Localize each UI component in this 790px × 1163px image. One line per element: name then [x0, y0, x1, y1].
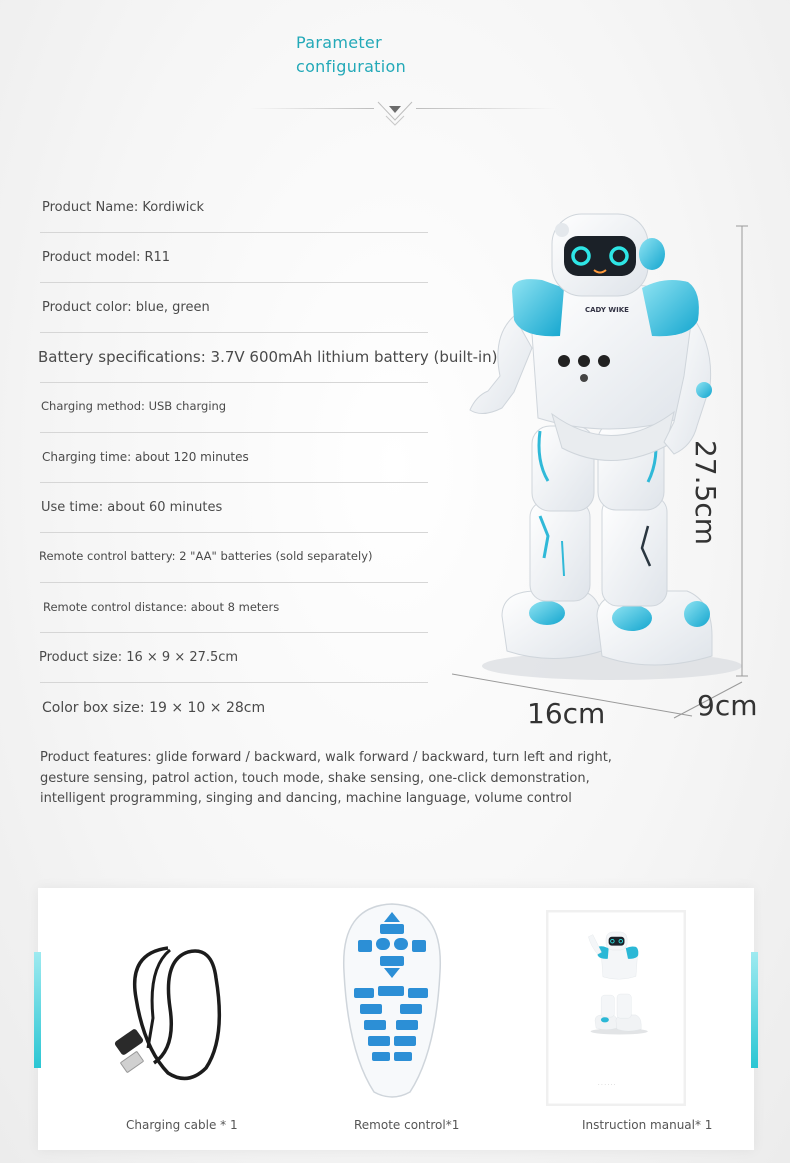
spec-divider [40, 382, 428, 383]
remote-control-icon [340, 902, 444, 1102]
accessory-label-cable: Charging cable * 1 [126, 1118, 238, 1132]
spec-divider [40, 332, 428, 333]
section-title-line2: configuration [296, 57, 407, 76]
spec-divider [40, 532, 428, 533]
spec-remote-distance: Remote control distance: about 8 meters [43, 600, 280, 614]
spec-charging-time: Charging time: about 120 minutes [42, 450, 249, 464]
features-line: intelligent programming, singing and dancing, machine language, volume control [40, 791, 572, 806]
dimension-width-label: 16cm [527, 697, 606, 730]
panel-accent-left [34, 952, 41, 1068]
dimension-height-label: 27.5cm [689, 440, 722, 546]
spec-product-color: Product color: blue, green [42, 300, 210, 315]
spec-battery: Battery specifications: 3.7V 600mAh lithium battery (built-in) [38, 348, 498, 366]
spec-product-name: Product Name: Kordiwick [42, 200, 205, 215]
spec-remote-battery: Remote control battery: 2 "AA" batteries (sold separately) [39, 549, 373, 563]
usb-cable-icon [108, 938, 238, 1088]
section-title-line1: Parameter [296, 33, 382, 52]
header-divider-left [250, 108, 374, 109]
spec-box-size: Color box size: 19 × 10 × 28cm [42, 700, 266, 716]
spec-divider [40, 632, 428, 633]
spec-use-time: Use time: about 60 minutes [41, 500, 223, 515]
spec-divider [40, 482, 428, 483]
spec-divider [40, 282, 428, 283]
section-title [296, 31, 496, 79]
robot-chest-label: CADY WIKE [585, 306, 629, 314]
chevron-down-icon [374, 98, 416, 126]
accessory-label-remote: Remote control*1 [354, 1118, 460, 1132]
product-features [40, 748, 640, 810]
spec-charging-method: Charging method: USB charging [41, 399, 227, 413]
instruction-manual-icon [546, 910, 686, 1106]
robot-image [452, 196, 782, 736]
spec-divider [40, 582, 428, 583]
header-divider-right [416, 108, 556, 109]
dimension-depth-label: 9cm [697, 689, 758, 722]
svg-text:· · · · · ·: · · · · · · [598, 1082, 616, 1088]
features-line: Product features: glide forward / backward, walk forward / backward, turn left and right, [40, 750, 612, 765]
spec-divider [40, 682, 428, 683]
spec-product-size: Product size: 16 × 9 × 27.5cm [39, 650, 239, 665]
spec-divider [40, 432, 428, 433]
accessory-label-manual: Instruction manual* 1 [582, 1118, 713, 1132]
features-line: gesture sensing, patrol action, touch mode, shake sensing, one-click demonstration, [40, 770, 590, 786]
spec-product-model: Product model: R11 [42, 250, 171, 265]
spec-divider [40, 232, 428, 233]
panel-accent-right [751, 952, 758, 1068]
